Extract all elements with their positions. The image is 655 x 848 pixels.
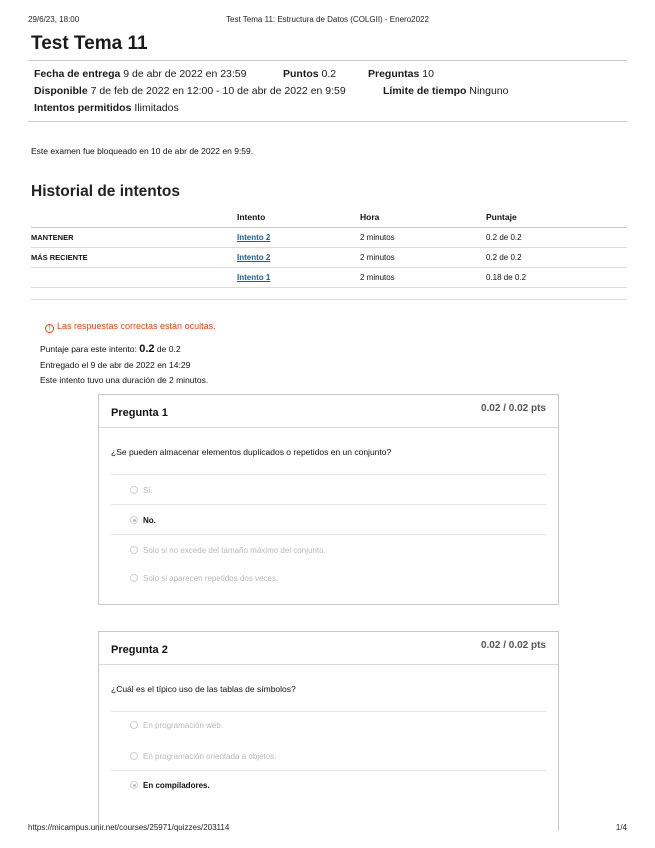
radio-button-selected[interactable] [130,781,138,789]
table-row [31,267,627,287]
question-points: 0.02 / 0.02 pts [480,640,546,651]
print-datetime: 29/6/23, 18:00 [28,15,80,24]
attempt-score: 0.2 de 0.2 [486,227,627,247]
attempt-score: 0.18 de 0.2 [486,267,627,287]
table-row [31,247,627,267]
attempt-link[interactable]: Intento 1 [237,272,271,282]
radio-button[interactable] [130,486,138,494]
option-label: En programación orientada a objetos. [143,752,277,761]
question-header [99,395,558,428]
radio-button-selected[interactable] [130,516,138,524]
locked-message: Este examen fue bloqueado en 10 de abr de 2022 en 9:59. [31,146,254,156]
page-url: https://micampus.unir.net/courses/25971/quizzes/203114 [28,823,230,832]
divider [28,121,627,122]
question-header [99,632,558,665]
question-points: 0.02 / 0.02 pts [480,403,546,414]
answers-hidden-notice: ! Las respuestas correctas están ocultas. [45,321,216,333]
divider [31,299,627,300]
option-label: No. [143,516,156,525]
divider [28,60,627,61]
attempt-link[interactable]: Intento 2 [237,232,271,242]
points: Puntos 0.2 [283,68,337,80]
option-label: En programación web. [143,721,224,730]
col-time: Hora [360,207,486,227]
history-header-row [31,207,627,227]
row-label: MANTENER [31,227,237,247]
radio-button[interactable] [130,721,138,729]
option-label: Solo si no excede del tamaño máximo del conjunto. [143,546,326,555]
attempt-time: 2 minutos [360,267,486,287]
questions-count: Preguntas 10 [368,68,434,80]
attempt-link[interactable]: Intento 2 [237,252,271,262]
question-title: Pregunta 2 [111,644,168,656]
due-date: Fecha de entrega 9 de abr de 2022 en 23:59 [34,68,247,80]
col-score: Puntaje [486,207,627,227]
radio-button[interactable] [130,752,138,760]
radio-button[interactable] [130,546,138,554]
print-header [28,15,627,27]
table-row [31,227,627,247]
history-title: Historial de intentos [31,183,180,200]
row-label: MÁS RECIENTE [31,247,237,267]
history-table [31,207,627,288]
page-number: 1/4 [615,823,627,832]
question-card [98,631,559,831]
page-title: Test Tema 11 [31,33,148,54]
attempt-score: Puntaje para este intento: 0.2 de 0.2 [40,343,181,355]
question-card [98,394,559,605]
question-title: Pregunta 1 [111,407,168,419]
col-attempt: Intento [237,207,360,227]
attempts-allowed: Intentos permitidos Ilimitados [34,102,179,114]
radio-button[interactable] [130,574,138,582]
print-footer [28,823,627,832]
attempt-duration: Este intento tuvo una duración de 2 minutos. [40,375,209,385]
warning-icon: ! [45,324,54,333]
submitted-date: Entregado el 9 de abr de 2022 en 14:29 [40,360,191,370]
time-limit: Límite de tiempo Ninguno [383,85,509,97]
question-text: ¿Se pueden almacenar elementos duplicados o repetidos en un conjunto? [111,447,392,457]
option-label: Solo si aparecen repetidos dos veces. [143,574,279,583]
attempt-time: 2 minutos [360,247,486,267]
question-text: ¿Cuál es el típico uso de las tablas de símbolos? [111,684,296,694]
attempt-time: 2 minutos [360,227,486,247]
option-label: En compiladores. [143,781,210,790]
available-dates: Disponible 7 de feb de 2022 en 12:00 - 10 de abr de 2022 en 9:59 [34,85,346,97]
row-label [31,267,237,287]
option-label: Sí. [143,486,153,495]
print-doc-title: Test Tema 11: Estructura de Datos (COLGII) - Enero2022 [226,15,429,24]
attempt-score: 0.2 de 0.2 [486,247,627,267]
